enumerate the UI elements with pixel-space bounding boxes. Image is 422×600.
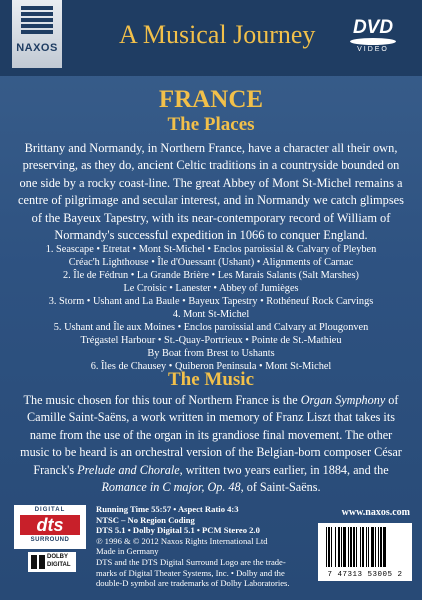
spec-line: double-D symbol are trademarks of Dolby Laboratories. bbox=[96, 578, 290, 589]
naxos-logo-emblem bbox=[21, 6, 53, 36]
barcode-number: 7 47313 53005 2 bbox=[327, 571, 403, 579]
barcode-bar bbox=[380, 527, 382, 567]
chapter-line: 6. Îles de Chausey • Quiberon Peninsula • Mont St-Michel bbox=[90, 361, 332, 372]
barcode-bar bbox=[335, 527, 336, 567]
music-description bbox=[14, 392, 408, 496]
barcode-bar bbox=[383, 527, 386, 567]
spec-line: ℗ 1996 & © 2012 Naxos Rights International Ltd bbox=[96, 535, 268, 546]
header-bar bbox=[0, 0, 422, 76]
dts-logo-top: DIGITAL bbox=[34, 507, 66, 513]
chapter-line: 1. Seascape • Etretat • Mont St-Michel • Enclos paroissial & Calvary of Pleyben bbox=[45, 244, 377, 255]
music-title-prelude: Prelude and Chorale bbox=[77, 462, 180, 477]
dolby-digital-logo bbox=[28, 552, 76, 572]
spec-line: Running Time 55:57 • Aspect Ratio 4:3 bbox=[96, 504, 239, 514]
places-heading: The Places bbox=[167, 114, 255, 135]
spec-line: DTS 5.1 • Dolby Digital 5.1 • PCM Stereo 2.0 bbox=[96, 525, 260, 536]
chapter-line: Créac'h Lighthouse • Île d'Ouessant (Ushant) • Alignments of Carnac bbox=[68, 257, 354, 268]
naxos-logo bbox=[12, 0, 62, 68]
music-text-3: , written two years earlier, in 1884, and the bbox=[179, 462, 389, 477]
barcode-bar bbox=[343, 527, 346, 567]
spec-line: marks of Digital Theater Systems, Inc. • Dolby and the bbox=[96, 567, 285, 578]
barcode bbox=[318, 523, 412, 581]
chapter-line: Trégastel Harbour • St.-Quay-Portrieux • Pointe de St.-Mathieu bbox=[80, 335, 342, 346]
barcode-bar bbox=[378, 527, 379, 567]
barcode-bar bbox=[353, 527, 355, 567]
chapter-line: By Boat from Brest to Ushants bbox=[147, 348, 275, 359]
chapter-item bbox=[14, 321, 408, 360]
barcode-bar bbox=[338, 527, 340, 567]
chapter-line: 5. Ushant and Île aux Moines • Enclos paroissial and Calvary at Plougonven bbox=[53, 322, 369, 333]
dolby-logo-line2: DIGITAL bbox=[47, 561, 71, 568]
dolby-double-d-icon bbox=[31, 555, 45, 569]
barcode-bar bbox=[341, 527, 342, 567]
music-title-organ-symphony: Organ Symphony bbox=[300, 393, 386, 407]
barcode-bar bbox=[371, 527, 374, 567]
chapter-item bbox=[14, 295, 408, 308]
barcode-bar bbox=[331, 527, 332, 567]
barcode-bars-icon bbox=[326, 527, 406, 567]
dts-surround-logo bbox=[14, 505, 86, 549]
technical-specs bbox=[96, 504, 326, 589]
barcode-bar bbox=[348, 527, 349, 567]
dvd-disc-shape bbox=[350, 38, 396, 45]
chapter-line: 2. Île de Fédrun • La Grande Brière • Les Marais Salants (Salt Marshes) bbox=[62, 270, 359, 281]
chapter-line: 4. Mont St-Michel bbox=[172, 309, 250, 320]
dolby-logo-line1: DOLBY bbox=[47, 554, 68, 560]
music-text-1: The music chosen for this tour of Northern France is the bbox=[23, 393, 301, 407]
chapter-list bbox=[14, 243, 408, 373]
music-title-romance: Romance in C major, Op. 48 bbox=[101, 480, 241, 495]
barcode-bar bbox=[350, 527, 352, 567]
barcode-bar bbox=[368, 527, 369, 567]
chapter-line: 3. Storm • Ushant and La Baule • Bayeux Tapestry • Rothéneuf Rock Carvings bbox=[48, 296, 374, 307]
barcode-bar bbox=[375, 527, 376, 567]
barcode-bar bbox=[326, 527, 327, 567]
chapter-line: Le Croisic • Lanester • Abbey of Jumièges bbox=[123, 283, 299, 294]
chapter-item bbox=[14, 243, 408, 269]
dvd-logo-text: DVD bbox=[352, 17, 394, 38]
chapter-item bbox=[14, 308, 408, 321]
music-text-4: , of Saint-Saëns. bbox=[240, 480, 321, 495]
series-title: A Musical Journey bbox=[119, 20, 316, 49]
dts-logo-mark: dts bbox=[20, 515, 80, 535]
dts-logo-bottom: SURROUND bbox=[30, 537, 70, 543]
dvd-logo-subtext: VIDEO bbox=[357, 46, 389, 53]
places-description: Brittany and Normandy, in Northern France, have a character all their own, preserving, as they do, ancient Celtic traditions in a countryside bounded on one side by a rocky coast-line. The great Abbey of Mont St-Michel remains a centre of pilgrimage and secular interest, and in Normandy we catch glimpses of the Bayeux Tapestry, with its near-contemporary record of William of Normandy's successful expedition in 1066 to conquer England. bbox=[17, 141, 405, 243]
dolby-logo-text bbox=[47, 554, 71, 569]
barcode-bar bbox=[356, 527, 357, 567]
naxos-logo-text: NAXOS bbox=[16, 42, 58, 54]
spec-line: DTS and the DTS Digital Surround Logo are the trade- bbox=[96, 556, 286, 567]
dvd-video-logo bbox=[348, 18, 398, 53]
chapter-item bbox=[14, 269, 408, 295]
spec-line: NTSC – No Region Coding bbox=[96, 514, 195, 525]
music-text-2: of Camille Saint-Saëns, a work written in memory of Franz Liszt that takes its name from the use of the organ in its grandiose final movement. The other music to be heard is an orchestral version of the Belgian-born composer César Franck's bbox=[20, 393, 402, 477]
barcode-bar bbox=[366, 527, 367, 567]
country-title: FRANCE bbox=[158, 86, 264, 113]
music-heading: The Music bbox=[167, 369, 255, 390]
spec-line: Made in Germany bbox=[96, 546, 159, 557]
barcode-bar bbox=[362, 527, 364, 567]
barcode-bar bbox=[360, 527, 361, 567]
website-url[interactable]: www.naxos.com bbox=[341, 507, 410, 518]
barcode-bar bbox=[328, 527, 330, 567]
